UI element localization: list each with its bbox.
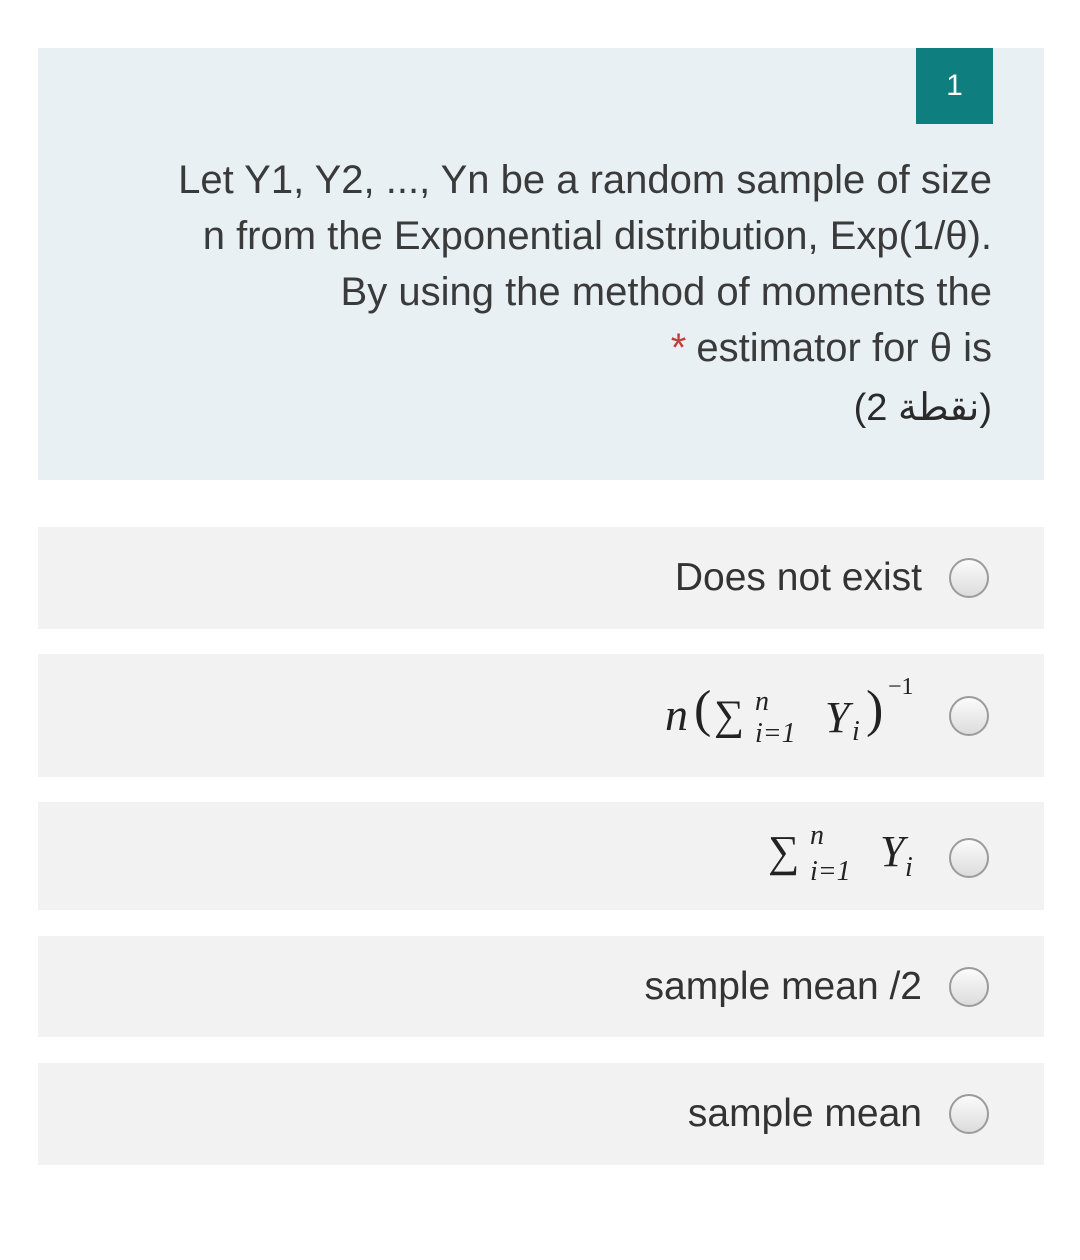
formula-open-paren: ( [694,681,712,738]
question-number-badge: 1 [916,48,993,124]
radio-button[interactable] [949,558,989,598]
radio-button[interactable] [949,1094,989,1134]
option-label: Does not exist [674,556,922,599]
question-line-3: By using the method of moments the [340,270,992,314]
formula-y: Y [880,827,905,876]
formula-exponent: −1 [888,674,914,700]
points-label: (2 نقطة) [853,387,992,429]
radio-button[interactable] [949,838,989,878]
option-label: sample mean [687,1092,922,1135]
option-sum[interactable] [38,802,1044,910]
formula-sigma: ∑ [714,693,744,739]
formula-y: Y [825,693,850,742]
formula-lower-limit: i=1 [755,718,796,749]
question-line-1: Let Y1, Y2, ..., Yn be a random sample of size [178,158,992,202]
option-sample-mean-half[interactable] [38,936,1044,1037]
required-marker: * [670,326,687,370]
option-n-over-sum[interactable] [38,654,1044,777]
question-card [38,48,1044,480]
option-sample-mean[interactable] [38,1063,1044,1165]
formula-sigma: ∑ [768,827,800,876]
formula-close-paren: ) [866,681,884,738]
option-does-not-exist[interactable] [38,527,1044,629]
radio-button[interactable] [949,967,989,1007]
question-line-4 [112,320,992,376]
question-line-2: n from the Exponential distribution, Exp(1/θ). [202,214,992,258]
formula-y-subscript: i [852,716,860,747]
formula-lower-limit: i=1 [810,856,851,887]
question-text [112,152,992,436]
formula-upper-limit: n [755,686,769,717]
formula-n: n [665,689,688,740]
option-label: sample mean /2 [644,964,922,1008]
formula-y-subscript: i [905,852,913,883]
formula-upper-limit: n [810,820,824,851]
radio-button[interactable] [949,696,989,736]
question-line-4-text: estimator for θ is [696,326,992,370]
